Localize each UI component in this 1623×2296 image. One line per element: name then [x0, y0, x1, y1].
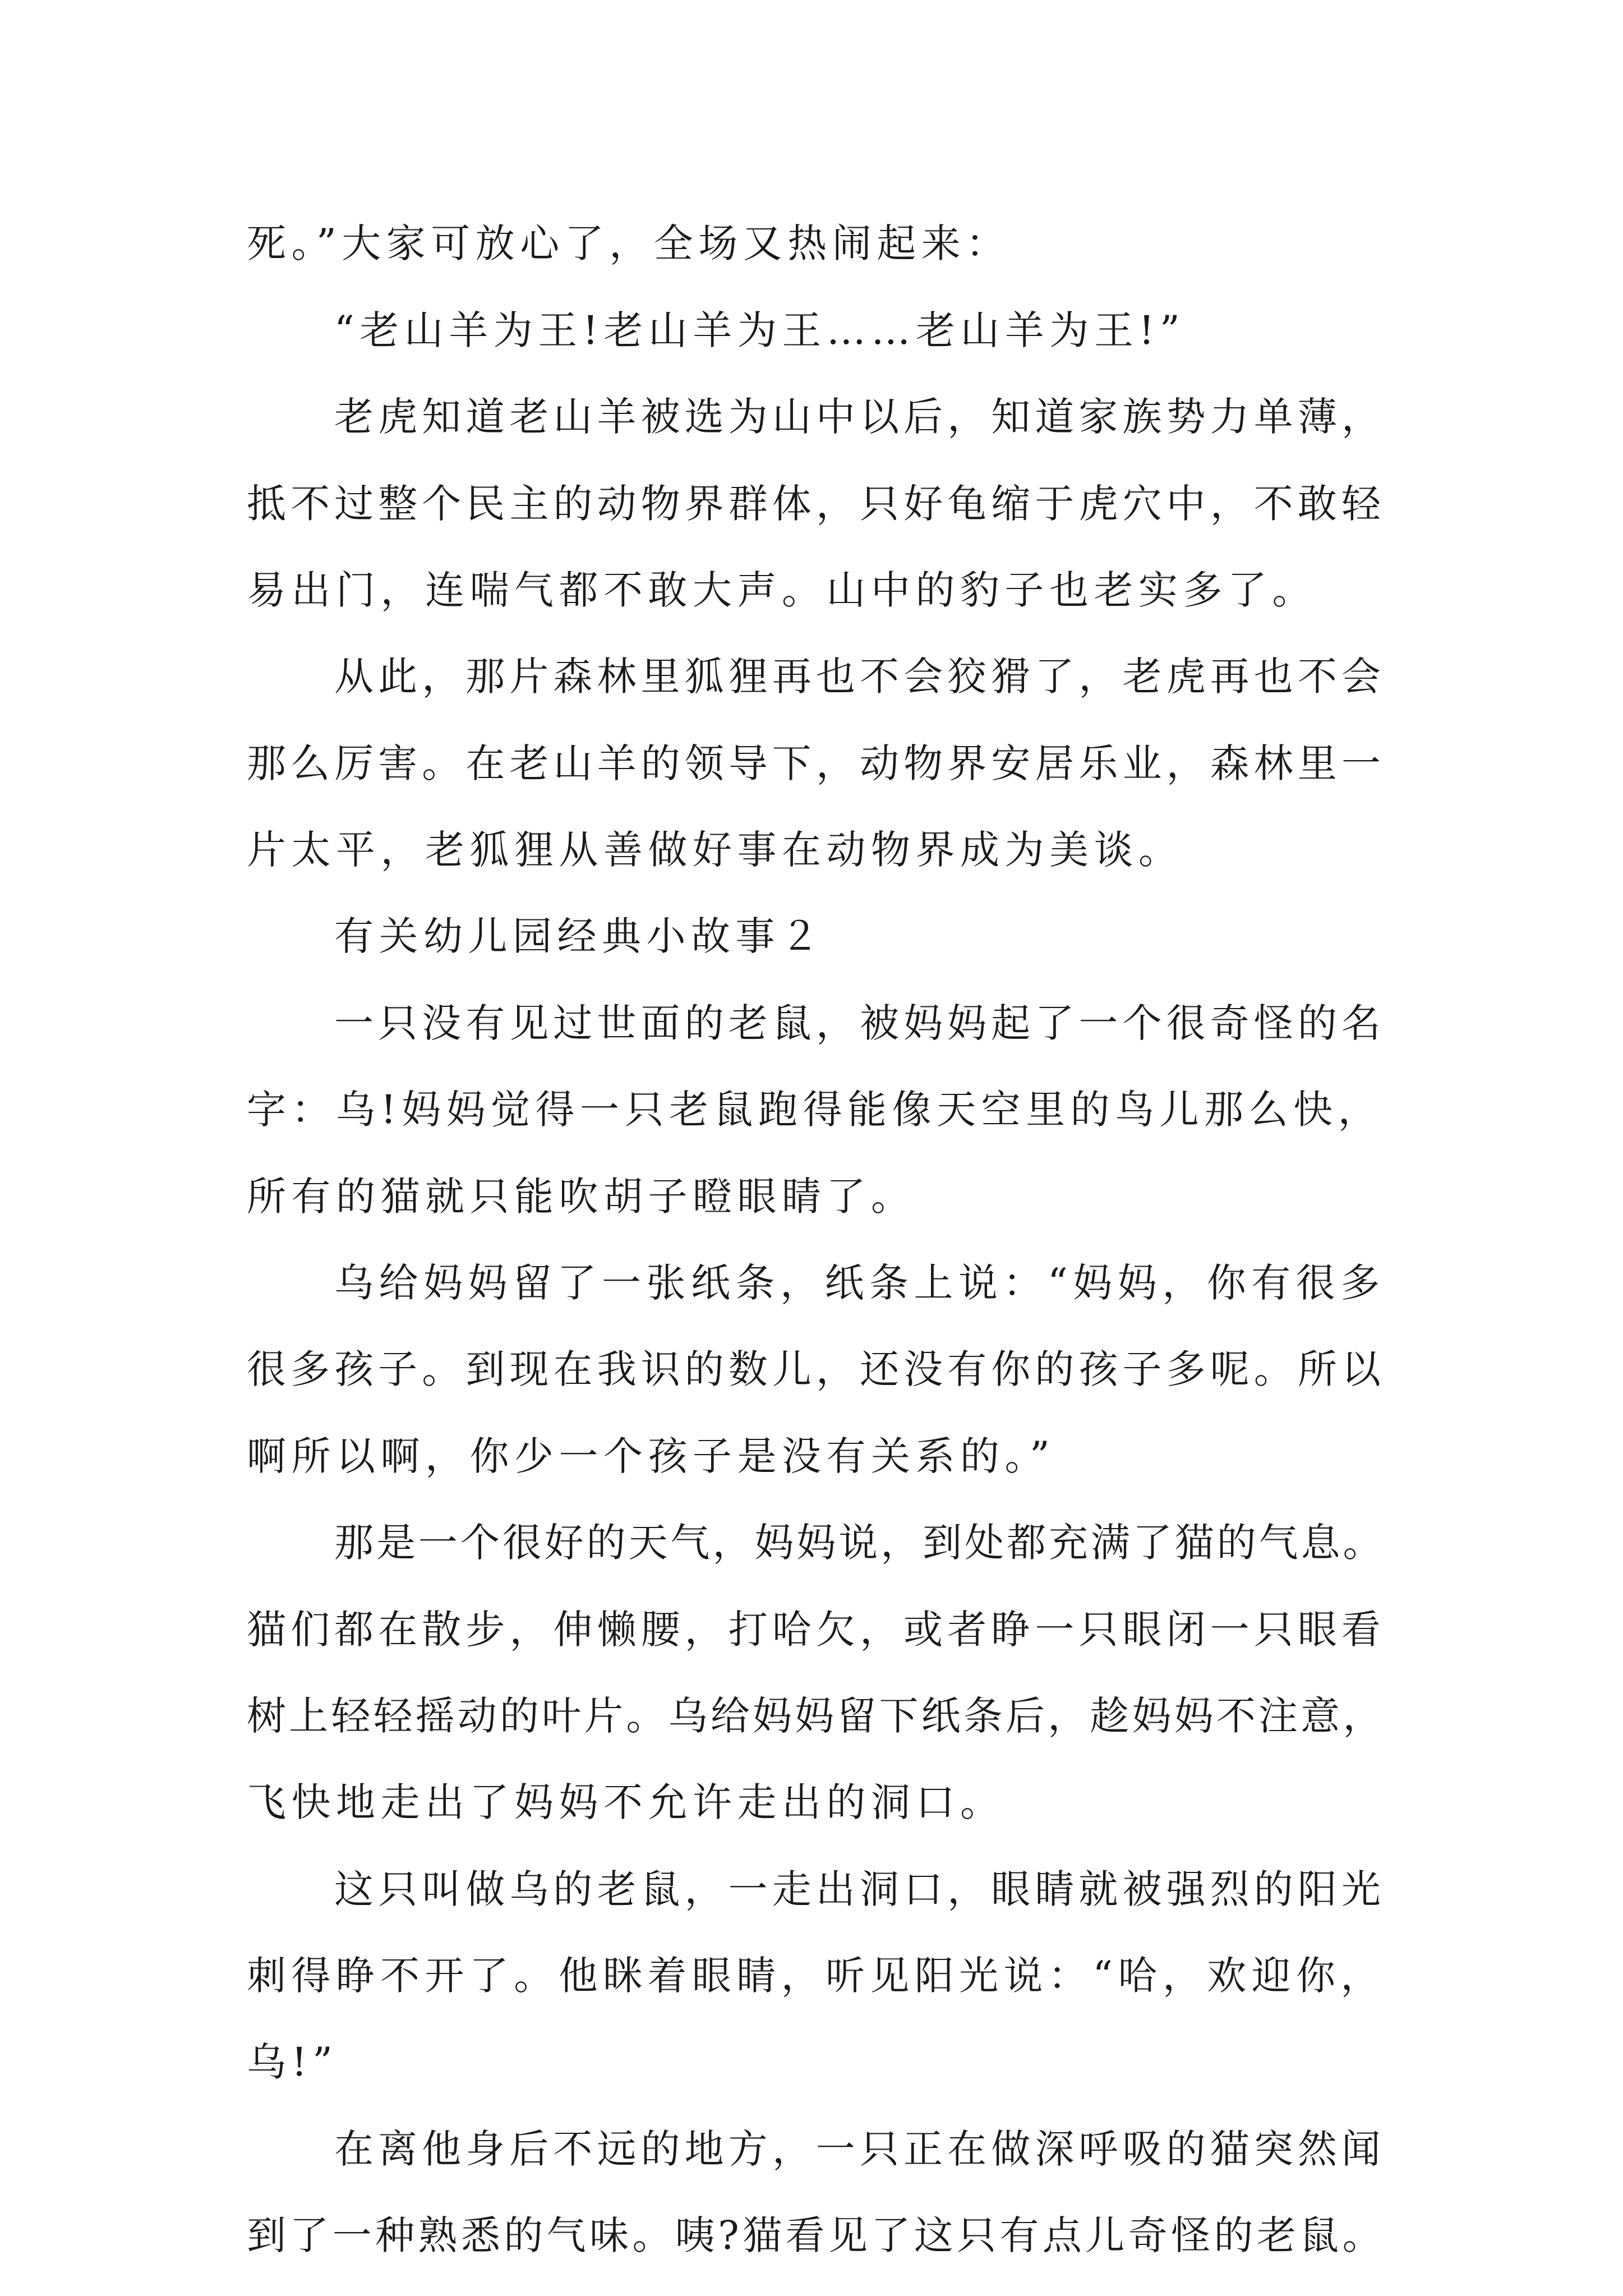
text-line: “老山羊为王!老山羊为王……老山羊为王!” [334, 307, 1186, 353]
text-line: 在离他身后不远的地方，一只正在做深呼吸的猫突然闻 [334, 2126, 1385, 2172]
text-line: 字：乌!妈妈觉得一只老鼠跑得能像天空里的鸟儿那么快， [247, 1087, 1383, 1133]
text-line: 片太平，老狐狸从善做好事在动物界成为美谈。 [247, 827, 1183, 873]
text-line: 那是一个很好的天气，妈妈说，到处都充满了猫的气息。 [334, 1520, 1385, 1566]
text-line: 啊所以啊，你少一个孩子是没有关系的。” [247, 1433, 1055, 1479]
text-line: 从此，那片森林里狐狸再也不会狡猾了，老虎再也不会 [334, 654, 1385, 700]
text-line: 到了一种熟悉的气味。咦?猫看见了这只有点儿奇怪的老鼠。 [247, 2212, 1386, 2258]
text-line: 所有的猫就只能吹胡子瞪眼睛了。 [247, 1174, 916, 1220]
text-line: 很多孩子。到现在我识的数儿，还没有你的孩子多呢。所以 [247, 1346, 1385, 1392]
text-line: 飞快地走出了妈妈不允许走出的洞口。 [247, 1779, 1005, 1825]
text-line: 这只叫做乌的老鼠，一走出洞口，眼睛就被强烈的阳光 [334, 1866, 1385, 1912]
text-line: 刺得睁不开了。他眯着眼睛，听见阳光说：“哈，欢迎你， [247, 1953, 1385, 1999]
text-line: 乌给妈妈留了一张纸条，纸条上说：“妈妈，你有很多 [334, 1260, 1385, 1306]
text-line: 死。”大家可放心了，全场又热闹起来： [247, 220, 1011, 266]
text-line: 树上轻轻摇动的叶片。乌给妈妈留下纸条后，趁妈妈不注意， [247, 1693, 1385, 1739]
text-line: 猫们都在散步，伸懒腰，打哈欠，或者睁一只眼闭一只眼看 [247, 1607, 1385, 1653]
text-line: 抵不过整个民主的动物界群体，只好龟缩于虎穴中，不敢轻 [247, 481, 1385, 527]
text-line: 易出门，连喘气都不敢大声。山中的豹子也老实多了。 [247, 567, 1317, 613]
text-line: 老虎知道老山羊被选为山中以后，知道家族势力单薄， [334, 394, 1385, 440]
text-line: 那么厉害。在老山羊的领导下，动物界安居乐业，森林里一 [247, 740, 1385, 786]
text-line: 乌!” [247, 2039, 338, 2085]
text-line: 一只没有见过世面的老鼠，被妈妈起了一个很奇怪的名 [334, 1000, 1385, 1046]
section-heading: 有关幼儿园经典小故事２ [334, 913, 825, 959]
